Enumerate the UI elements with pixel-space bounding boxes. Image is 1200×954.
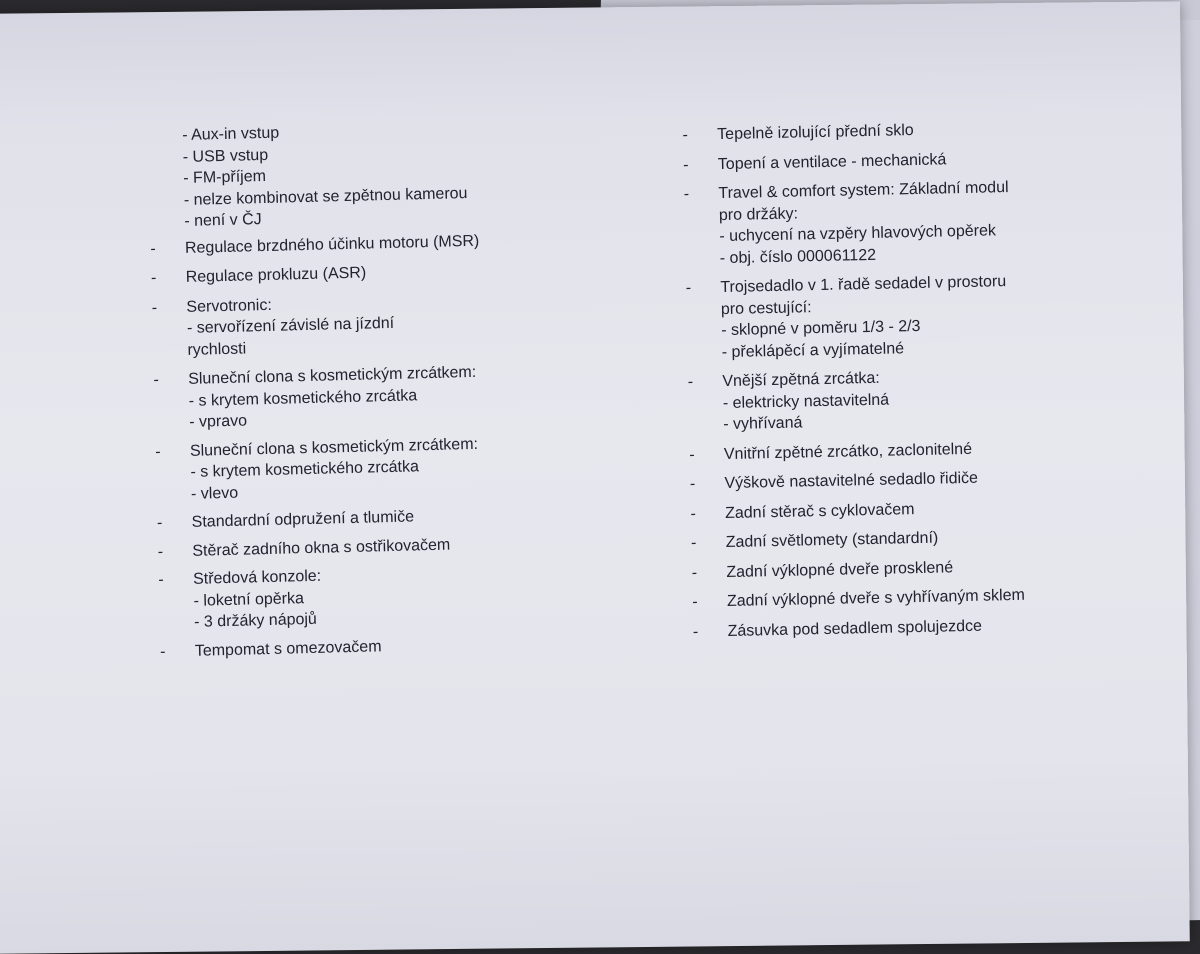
bullet-dash: -: [682, 444, 702, 466]
list-item: [683, 495, 1103, 525]
list-item: [676, 175, 1098, 270]
list-item: [682, 465, 1102, 495]
item-subtext: - vyhřívaná: [723, 406, 1101, 435]
item-text: Standardní odpružení a tlumiče: [191, 503, 569, 534]
item-text: Zadní světlomety (standardní): [726, 524, 1104, 553]
list-item: [140, 116, 563, 234]
bullet-dash: -: [676, 184, 696, 206]
list-item: [150, 531, 570, 563]
item-text: Servotronic:: [186, 287, 564, 318]
list-item: [680, 363, 1101, 436]
bullet-dash: -: [676, 154, 696, 176]
item-subtext: - 3 držáky nápojů: [194, 603, 572, 634]
list-item: [153, 631, 573, 663]
item-subtext: - FM-příjem: [183, 159, 561, 190]
item-subtext: - servořízení závislé na jízdní: [187, 309, 565, 340]
item-subtext: - elektricky nastavitelná: [723, 385, 1101, 414]
item-text: Regulace prokluzu (ASR): [185, 258, 563, 289]
list-item: [684, 524, 1104, 554]
item-text: Stěrač zadního okna s ostřikovačem: [192, 531, 570, 562]
item-subtext: - USB vstup: [183, 137, 561, 168]
item-text: Zásuvka pod sedadlem spolujezdce: [727, 613, 1105, 642]
bullet-dash: -: [683, 503, 703, 525]
item-text: Sluneční clona s kosmetickým zrcátkem:: [190, 431, 568, 462]
list-item: [678, 269, 1100, 364]
bullet-dash: -: [684, 562, 704, 584]
item-text: Středová konzole:: [193, 560, 571, 591]
item-subtext: pro držáky:: [719, 197, 1097, 226]
item-text: Topení a ventilace - mechanická: [718, 146, 1096, 175]
item-text: Zadní výklopné dveře prosklené: [726, 554, 1104, 583]
left-column: [140, 116, 573, 670]
list-item: [676, 146, 1096, 176]
list-item: [143, 258, 563, 290]
bullet-dash: -: [675, 125, 695, 147]
list-item: [149, 503, 569, 535]
item-subtext: - vlevo: [191, 474, 569, 505]
bullet-dash: -: [143, 238, 164, 260]
bullet-dash: -: [684, 532, 704, 554]
item-text: Sluneční clona s kosmetickým zrcátkem:: [188, 360, 566, 391]
item-text: - Aux-in vstup: [182, 116, 560, 147]
item-subtext: - překlápěcí a vyjímatelné: [722, 334, 1100, 363]
item-subtext: - sklopné v poměru 1/3 - 2/3: [721, 312, 1099, 341]
item-subtext: rychlosti: [187, 330, 565, 361]
bullet-dash: -: [685, 621, 705, 643]
item-text: Výškově nastavitelné sedadlo řidiče: [724, 465, 1102, 494]
item-text: Regulace brzdného účinku motoru (MSR): [185, 228, 563, 259]
bullet-dash: -: [685, 591, 705, 613]
list-item: [144, 287, 565, 362]
item-subtext: - s krytem kosmetického zrcátka: [190, 453, 568, 484]
item-subtext: - uchycení na vzpěry hlavových opěrek: [719, 218, 1097, 247]
bullet-dash: -: [144, 297, 165, 319]
right-column: [675, 116, 1106, 651]
item-text: Trojsedadlo v 1. řadě sedadel v prostoru: [720, 269, 1098, 298]
item-subtext: pro cestující:: [721, 291, 1099, 320]
item-text: Zadní stěrač s cyklovačem: [725, 495, 1103, 524]
bullet-dash: -: [680, 372, 700, 394]
bullet-dash: -: [153, 641, 174, 663]
item-subtext: - nelze kombinovat se zpětnou kamerou: [184, 180, 562, 211]
bullet-dash: -: [151, 569, 172, 591]
list-item: [685, 583, 1105, 613]
bullet-dash: -: [150, 541, 171, 563]
item-text: Tempomat s omezovačem: [195, 631, 573, 662]
item-text: Vnější zpětná zrcátka:: [722, 363, 1100, 392]
item-text: Zadní výklopné dveře s vyhřívaným sklem: [727, 583, 1105, 612]
list-item: [684, 554, 1104, 584]
list-item: [685, 613, 1105, 643]
item-subtext: - obj. číslo 000061122: [720, 240, 1098, 269]
bullet-dash: -: [146, 369, 167, 391]
list-item: [146, 360, 567, 435]
list-item: [143, 228, 563, 260]
bullet-dash: -: [148, 441, 169, 463]
item-subtext: - s krytem kosmetického zrcátka: [188, 381, 566, 412]
list-item: [151, 560, 572, 635]
bullet-dash: -: [143, 267, 164, 289]
item-subtext: - vpravo: [189, 403, 567, 434]
bullet-dash: -: [678, 278, 698, 300]
item-subtext: - loketní opěrka: [193, 581, 571, 612]
list-item: [148, 431, 569, 506]
item-text: Travel & comfort system: Základní modul: [718, 175, 1096, 204]
bullet-dash: -: [149, 512, 170, 534]
item-text: Vnitřní zpětné zrcátko, zaclonitelné: [724, 436, 1102, 465]
item-subtext: - není v ČJ: [184, 202, 562, 233]
bullet-dash: -: [682, 474, 702, 496]
item-text: Tepelně izolující přední sklo: [717, 116, 1095, 145]
list-item: [682, 436, 1102, 466]
